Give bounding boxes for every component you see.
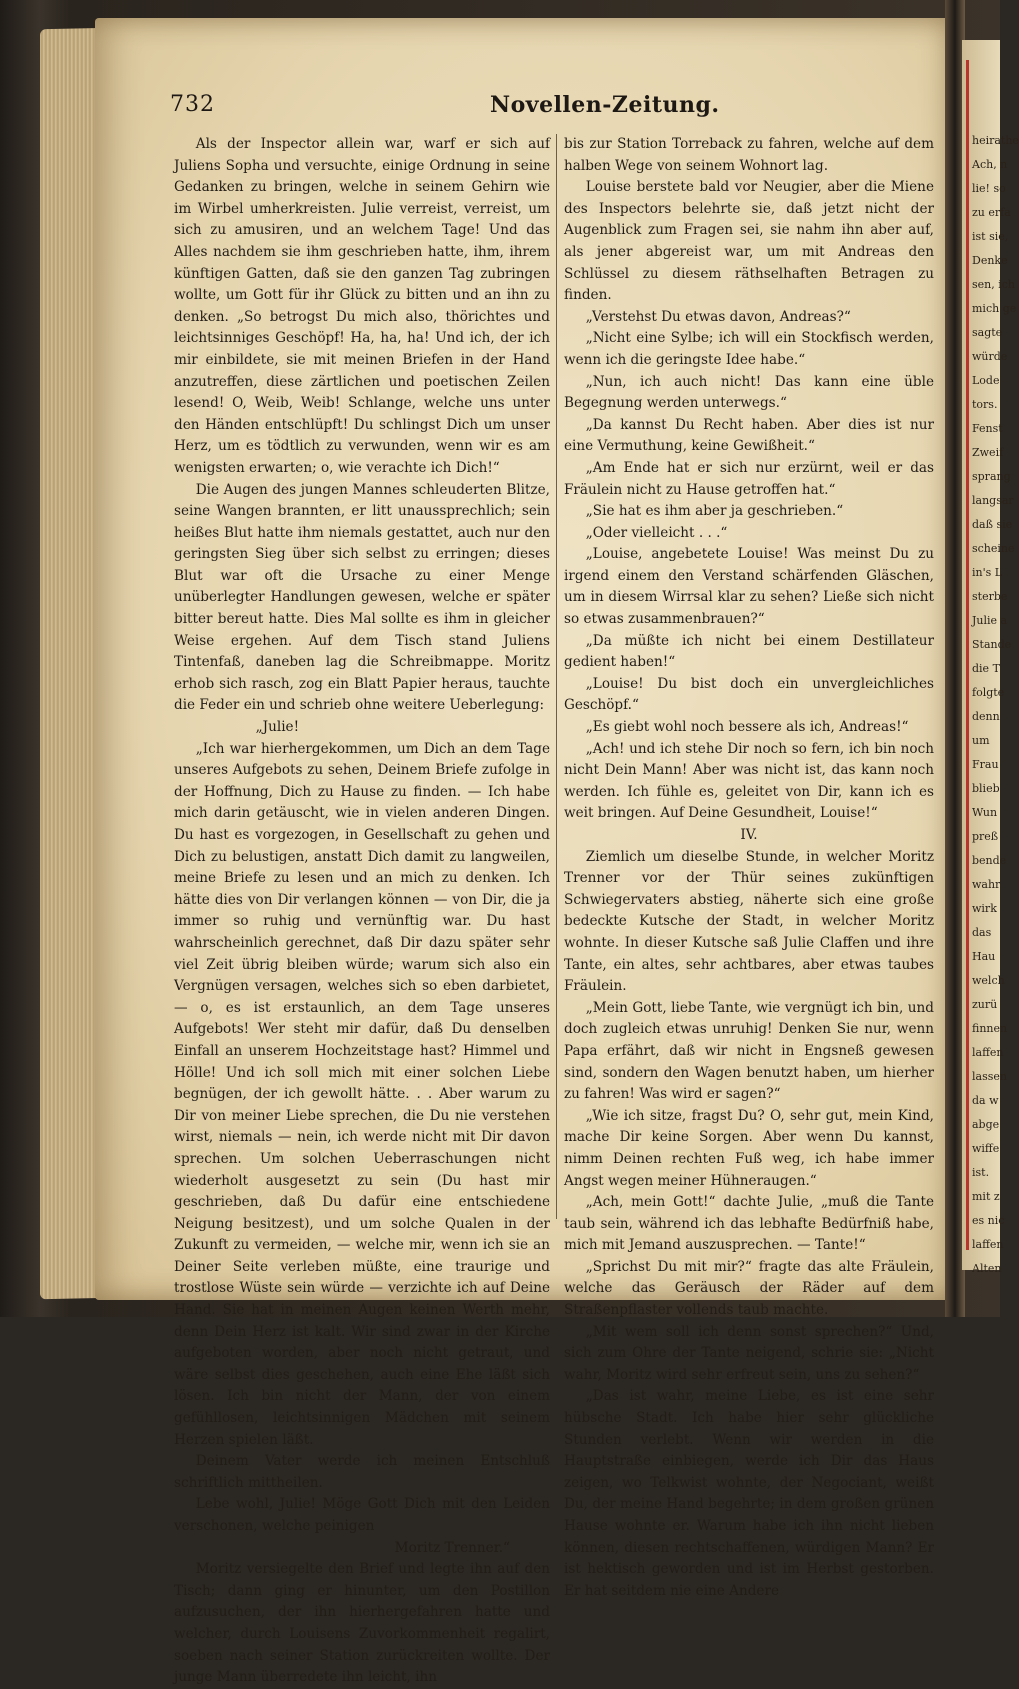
facing-page-fragment: Denke	[972, 254, 1008, 267]
facing-page-fragment: Julie a	[972, 614, 1008, 627]
facing-page-fragment: laffen	[972, 1046, 1004, 1059]
paragraph: „Wie ich sitze, fragst Du? O, sehr gut, mein Kind, mache Dir keine Sorgen. Aber wenn Du kannst, nimm Deinen rechten Fuß weg, ich habe immer Angst wegen meiner Hühneraugen.“	[564, 1107, 934, 1189]
column-divider	[556, 134, 557, 1219]
letter-signature: Moritz Trenner.“	[394, 1539, 510, 1556]
facing-page-fragment: wiffe	[972, 1142, 1000, 1155]
paragraph: „Mein Gott, liebe Tante, wie vergnügt ich bin, und doch zugleich etwas unruhig! Denken Sie nur, wenn Papa erfährt, daß wir nicht in Engsneß gewesen sind, sondern den Wagen benutzt haben, um hierher zu fahren! Was wird er sagen?“	[564, 999, 934, 1103]
paragraph: Deinem Vater werde ich meinen Entschluß schriftlich mittheilen.	[174, 1453, 550, 1491]
facing-page-fragment: wirk	[972, 902, 997, 915]
facing-page-fragment: sen, ich	[972, 278, 1015, 291]
facing-page-fragment: ist.	[972, 1166, 990, 1179]
paragraph: Ziemlich um dieselbe Stunde, in welcher Moritz Trenner vor der Thür seines zukünftigen Schwiegervaters abstieg, näherte sich eine große bedeckte Kutsche der Stadt, in welcher Moritz wohnte. In dieser Kutsche saß Julie Claffen und ihre Tante, ein altes, sehr achtbares, aber etwas taubes Fräulein.	[564, 848, 934, 995]
paragraph: „Das ist wahr, meine Liebe, es ist eine sehr hübsche Stadt. Ich habe hier sehr glückliche Stunden verlebt. Wenn wir werden in die Hauptstraße einbiegen, werde ich Dir das Haus zeigen, wo Telkwist wohnte, der Negociant, weißt Du, der meine Hand begehrte; in dem großen grünen Hause wohnte er. Warum habe ich ihn nicht lieben können, diesen rechtschaffenen, würdigen Mann? Er ist hektisch geworden und ist im Herbst gestorben. Er hat seitdem nie eine Andere	[564, 1388, 934, 1599]
facing-page-fragment: Wun	[972, 806, 998, 819]
facing-page-fragment: folgte	[972, 686, 1005, 699]
facing-page-fragment: um	[972, 734, 990, 747]
paragraph: „Oder vielleicht . . .“	[585, 524, 728, 541]
facing-page-fragment: die T	[972, 662, 1000, 675]
left-column	[174, 134, 550, 1689]
facing-page-fragment: Zweif	[972, 446, 1004, 459]
running-title: Novellen-Zeitung.	[490, 92, 720, 118]
paragraph: „Ach! und ich stehe Dir noch so fern, ich bin noch nicht Dein Mann! Aber was nicht ist, das kann noch werden. Ich fühle es, geleitet von Dir, kann ich es weit bringen. Auf Deine Gesundheit, Louise!“	[564, 740, 934, 822]
paragraph: Louise berstete bald vor Neugier, aber die Miene des Inspectors belehrte sie, daß jetzt nicht der Augenblick zum Fragen sei, sie nahm ihn aber auf, als jener abgereist war, um mit Andreas den Schlüssel zu diesem räthselhaften Betragen zu finden.	[564, 179, 934, 304]
facing-page-fragment: Stande	[972, 638, 1012, 651]
facing-page-fragment: zu erfa	[972, 206, 1011, 219]
facing-page-fragment: blieb	[972, 782, 1000, 795]
facing-page-fragment: tors.	[972, 398, 998, 411]
paragraph: „Da kannst Du Recht haben. Aber dies ist nur eine Vermuthung, keine Gewißheit.“	[564, 416, 934, 455]
facing-page-fragment: preß	[972, 830, 999, 843]
facing-page-fragment: es nic	[972, 1214, 1005, 1227]
paragraph: Lebe wohl, Julie! Möge Gott Dich mit den Leiden verschonen, welche peinigen	[174, 1496, 550, 1534]
facing-page-fragment: sagte	[972, 326, 1003, 339]
facing-page-fragment: das	[972, 926, 992, 939]
facing-page-fragment: in's L	[972, 566, 1003, 579]
paragraph: Als der Inspector allein war, warf er sich auf Juliens Sopha und versuchte, einige Ordnung in seine Gedanken zu bringen, welche in seinem Gehirn wie im Wirbel umherkreisten. Julie verreist, verreist, um sich zu amusiren, und an welchem Tage! Und das Alles nachdem sie ihm geschrieben hatte, ihm, ihrem künftigen Gatten, daß sie den ganzen Tag zubringen wollte, um Gott für ihr Glück zu bitten und an ihn zu denken. „So betrogst Du mich also, thörichtes und leichtsinniges Geschöpf! Ha, ha, ha! Und ich, der ich mir einbildete, sie mit meinen Briefen in der Hand anzutreffen, diese zärtlichen und poetischen Zeilen lesend! O, Weib, Weib! Schlange, welche uns unter den Händen entschlüpft! Du schlingst Dich um unser Herz, um es tödtlich zu verwunden, wenn wir es am wenigsten erwarten; o, wie verachte ich Dich!“	[174, 136, 550, 476]
page-number: 732	[170, 92, 215, 117]
facing-page-fragment: Lode	[972, 374, 1000, 387]
paragraph: „Mit wem soll ich denn sonst sprechen?“ Und, sich zum Ohre der Tante neigend, schrie sie: „Nicht wahr, Moritz wird sehr erfreut sein, uns zu sehen?“	[564, 1323, 934, 1383]
facing-page-fragment: welch	[972, 974, 1005, 987]
paragraph: „Sie hat es ihm aber ja geschrieben.“	[585, 503, 844, 520]
facing-page-fragment: zurü	[972, 998, 998, 1011]
facing-page-fragment: mich ge	[972, 302, 1017, 315]
facing-page-fragment: denn	[972, 710, 1000, 723]
facing-page-fragment: wahr	[972, 878, 1001, 891]
paragraph: „Ach, mein Gott!“ dachte Julie, „muß die Tante taub sein, während ich das lebhafte Bedürfniß habe, mich mit Jemand auszusprechen. — Tante!“	[564, 1194, 934, 1254]
facing-page-fragment: da w	[972, 1094, 999, 1107]
page-header	[170, 92, 930, 122]
facing-page-fragment: langsar	[972, 494, 1014, 507]
facing-page-fragment: lassen	[972, 1070, 1007, 1083]
facing-page-fragment: sprang	[972, 470, 1011, 483]
chapter-heading: IV.	[740, 827, 758, 843]
facing-page-fragment: mit z	[972, 1190, 1000, 1203]
paragraph: „Louise! Du bist doch ein unvergleichliches Geschöpf.“	[564, 675, 934, 714]
facing-page-fragment: ist sie,	[972, 230, 1009, 243]
paragraph: Moritz versiegelte den Brief und legte ihn auf den Tisch; dann ging er hinunter, um den Postillon aufzusuchen, der ihn hierhergefahren hatte und welcher, durch Louisens Zuvorkommenheit regalirt, soeben nach seiner Station zurückreiten wollte. Der junge Mann überredete ihn leicht, ihn	[174, 1561, 550, 1686]
facing-page-rule	[966, 60, 969, 1250]
letter-salutation: „Julie!	[255, 719, 300, 736]
facing-page-fragment: sterbe	[972, 590, 1008, 603]
paragraph: „Es giebt wohl noch bessere als ich, Andreas!“	[585, 719, 909, 736]
facing-page-fragment: bende	[972, 854, 1007, 867]
facing-page-fragment: Hau	[972, 950, 996, 963]
paragraph: „Nicht eine Sylbe; ich will ein Stockfisch werden, wenn ich die geringste Idee habe.“	[564, 330, 934, 368]
paragraph: „Louise, angebetete Louise! Was meinst Du zu irgend einem den Verstand schärfenden Gläschen, um in diesem Wirrsal klar zu sehen? Ließe sich nicht so etwas zusammenbrauen?“	[564, 546, 934, 628]
facing-page-fragment: abge	[972, 1118, 1000, 1131]
paragraph: Die Augen des jungen Mannes schleuderten Blitze, seine Wangen brannten, er litt unaussprechlich; sein heißes Blut hatte ihm niemals gestattet, auch nur den geringsten Sieg über sich selbst zu erringen; dieses Blut war oft die Ursache zu einer Menge unüberlegter Handlungen gewesen, welche er später bitter bereut hatte. Dies Mal sollte es ihm in gleicher Weise ergehen. Auf dem Tisch stand Juliens Tintenfaß, daneben lag die Schreibmappe. Moritz erhob sich rasch, zog ein Blatt Papier heraus, tauchte die Feder ein und schrieb ohne weitere Ueberlegung:	[174, 481, 550, 714]
facing-page-fragment: würde	[972, 350, 1008, 363]
facing-page	[962, 40, 1019, 1275]
facing-page-fragment: laffen	[972, 1238, 1004, 1251]
paragraph: „Ich war hierhergekommen, um Dich an dem Tage unseres Aufgebots zu sehen, Deinem Briefe zufolge in der Hoffnung, Dich zu Hause zu finden. — Ich habe mich darin getäuscht, wie in vielen anderen Dingen. Du hast es vorgezogen, in Gesellschaft zu gehen und Dich zu belustigen, anstatt Dich damit zu langweilen, meine Briefe zu lesen und an mich zu denken. Ich hätte dies von Dir verlangen können — von Dir, die ja immer so ruhig und vernünftig war. Du hast wahrscheinlich gerechnet, daß Dir dazu später sehr viel Zeit übrig bleiben würde; warum sich also ein Vergnügen versagen, welches sich so eben darbietet, — o, es ist erstaunlich, an dem Tage unseres Aufgebots! Wer steht mir dafür, daß Du denselben Einfall an unserem Hochzeitstage hast? Himmel und Hölle! Und ich soll mich mit einer solchen Liebe begnügen, der ich gewollt hätte. . . Aber warum zu Dir von meiner Liebe sprechen, die Du nie verstehen wirst, niemals — nein, ich werde nicht mit Dir davon sprechen. Um solchen Ueberraschungen nicht wiederholt ausgesetzt zu sein (Du hast mir geschrieben, daß Du dafür eine entschiedene Neigung besitzest), und um solche Qualen in der Zukunft zu vermeiden, — welche mir, wenn ich sie an Deiner Seite verleben müßte, eine traurige und trostlose Wüste sein würde — verzichte ich auf Deine Hand. Sie hat in meinen Augen keinen Werth mehr, denn Dein Herz ist kalt. Wir sind zwar in der Kirche aufgeboten worden, aber noch nicht getraut, und wäre selbst dies geschehen, auch eine Ehe läßt sich lösen. Ich bin nicht der Mann, der von einem gefühllosen, leichtsinnigen Mädchen mit seinem Herzen spielen läßt.	[174, 740, 550, 1448]
facing-page-fragment: heirathe	[972, 134, 1019, 147]
facing-page-fragment: lie! so	[972, 182, 1006, 195]
paragraph: „Nun, ich auch nicht! Das kann eine üble Begegnung werden unterwegs.“	[564, 373, 934, 412]
facing-page-fragment: Ach, n	[972, 158, 1008, 171]
facing-page-fragment: Frau	[972, 758, 999, 771]
facing-page-fragment: scheine	[972, 542, 1015, 555]
facing-page-fragment: finnen	[972, 1022, 1008, 1035]
facing-page-fragment: Fenst	[972, 422, 1003, 435]
right-column	[564, 134, 934, 1602]
facing-page-fragment: daß sie	[972, 518, 1013, 531]
paragraph: bis zur Station Torreback zu fahren, welche auf dem halben Wege von seinem Wohnort lag.	[564, 136, 934, 174]
paragraph: „Sprichst Du mit mir?“ fragte das alte Fräulein, welche das Geräusch der Räder auf dem Straßenpflaster vollends taub machte.	[564, 1258, 934, 1319]
paragraph: „Verstehst Du etwas davon, Andreas?“	[585, 308, 851, 325]
facing-page-fragment: Alten	[972, 1262, 1002, 1275]
paragraph: „Da müßte ich nicht bei einem Destillateur gedient haben!“	[564, 632, 934, 671]
paragraph: „Am Ende hat er sich nur erzürnt, weil er das Fräulein nicht zu Hause getroffen hat.“	[564, 459, 934, 498]
